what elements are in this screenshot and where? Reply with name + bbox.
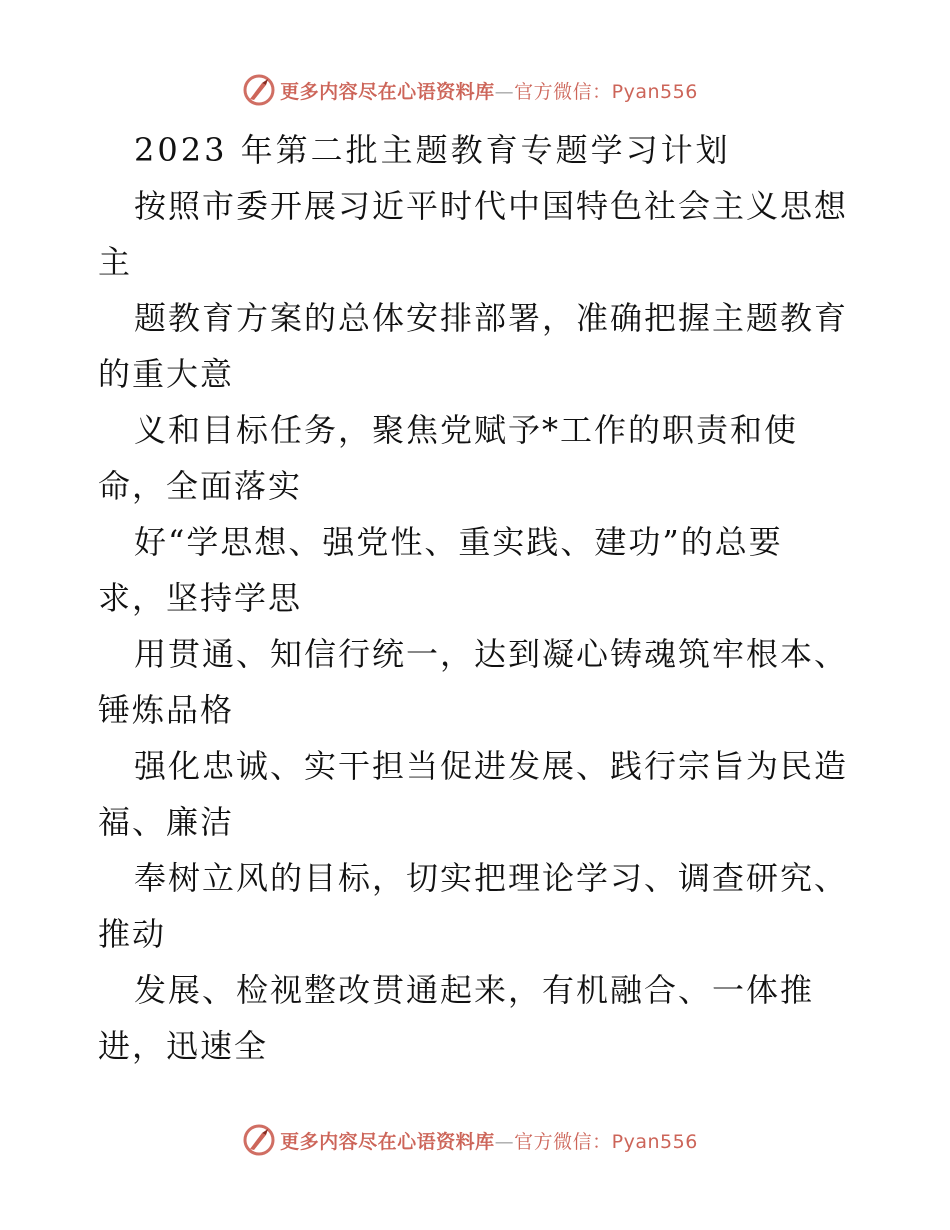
text-line: 的重大意 (98, 355, 235, 393)
watermark-text (280, 77, 698, 104)
text-line: 奉树立风的目标，切实把理论学习、调查研究、 (134, 859, 849, 897)
watermark-wechat: 官方微信：Pyan556 (514, 1130, 698, 1153)
document-title: 2023 年第二批主题教育专题学习计划 (134, 131, 731, 169)
text-line: 进，迅速全 (98, 1027, 269, 1065)
text-line: 用贯通、知信行统一，达到凝心铸魂筑牢根本、 (134, 635, 849, 673)
text-line: 推动 (98, 915, 167, 953)
text-line: 义和目标任务，聚焦党赋予*工作的职责和使 (134, 411, 799, 449)
watermark-site-name: 更多内容尽在心语资料库 (280, 80, 495, 103)
quill-logo-icon (242, 73, 276, 107)
document-body (98, 122, 858, 1074)
watermark-group (242, 1123, 698, 1157)
header-watermark (0, 70, 950, 110)
text-line: 强化忠诚、实干担当促进发展、践行宗旨为民造 (134, 747, 849, 785)
text-line: 发展、检视整改贯通起来，有机融合、一体推 (134, 971, 815, 1009)
text-line: 求，坚持学思 (98, 579, 303, 617)
watermark-separator: — (494, 80, 515, 103)
watermark-group (242, 73, 698, 107)
footer-watermark (0, 1120, 950, 1160)
text-line: 好“学思想、强党性、重实践、建功”的总要 (134, 523, 783, 561)
watermark-separator: — (494, 1130, 515, 1153)
watermark-text (280, 1127, 698, 1154)
text-line: 按照市委开展习近平时代中国特色社会主义思想 (134, 187, 849, 225)
text-line: 主 (98, 243, 133, 281)
watermark-site-name: 更多内容尽在心语资料库 (280, 1130, 495, 1153)
text-line: 锤炼品格 (98, 691, 235, 729)
watermark-wechat: 官方微信：Pyan556 (514, 80, 698, 103)
text-line: 福、廉洁 (98, 803, 235, 841)
text-line: 题教育方案的总体安排部署，准确把握主题教育 (134, 299, 849, 337)
text-line: 命，全面落实 (98, 467, 303, 505)
quill-logo-icon (242, 1123, 276, 1157)
